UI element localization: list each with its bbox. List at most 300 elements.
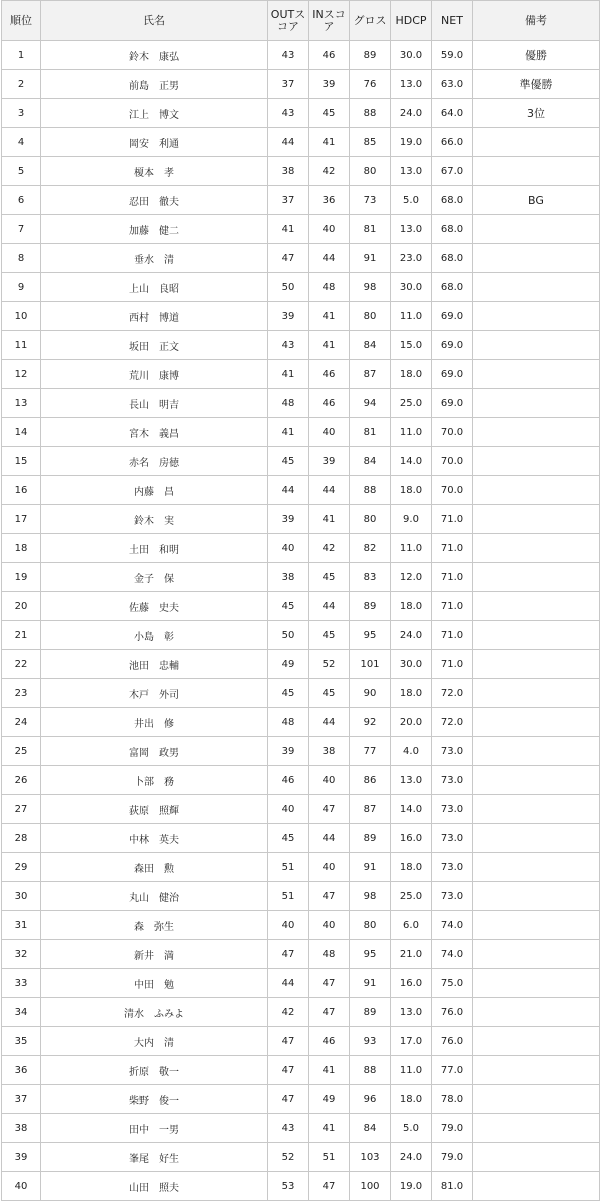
- notes-cell: [473, 534, 600, 563]
- table-row: [2, 1114, 600, 1143]
- net-cell: 72.0: [432, 679, 473, 708]
- notes-cell: [473, 911, 600, 940]
- out-score-cell: 51: [268, 882, 309, 911]
- notes-cell: [473, 882, 600, 911]
- hdcp-cell: 4.0: [391, 737, 432, 766]
- notes-cell: 優勝: [473, 41, 600, 70]
- name-cell: 井出 修: [41, 708, 268, 737]
- notes-cell: [473, 824, 600, 853]
- rank-cell: 10: [2, 302, 41, 331]
- out-score-cell: 37: [268, 70, 309, 99]
- in-score-cell: 45: [309, 563, 350, 592]
- out-score-cell: 38: [268, 157, 309, 186]
- rank-cell: 18: [2, 534, 41, 563]
- in-score-cell: 41: [309, 302, 350, 331]
- table-row: [2, 418, 600, 447]
- hdcp-cell: 11.0: [391, 418, 432, 447]
- gross-cell: 95: [350, 940, 391, 969]
- table-row: [2, 998, 600, 1027]
- net-cell: 74.0: [432, 911, 473, 940]
- gross-cell: 93: [350, 1027, 391, 1056]
- out-score-cell: 41: [268, 418, 309, 447]
- gross-cell: 80: [350, 302, 391, 331]
- net-cell: 59.0: [432, 41, 473, 70]
- net-cell: 76.0: [432, 998, 473, 1027]
- net-cell: 73.0: [432, 737, 473, 766]
- table-row: [2, 940, 600, 969]
- in-score-cell: 47: [309, 795, 350, 824]
- table-row: [2, 766, 600, 795]
- name-cell: 新井 満: [41, 940, 268, 969]
- table-row: [2, 99, 600, 128]
- hdcp-cell: 13.0: [391, 157, 432, 186]
- gross-cell: 96: [350, 1085, 391, 1114]
- gross-cell: 87: [350, 795, 391, 824]
- in-score-cell: 45: [309, 679, 350, 708]
- gross-cell: 86: [350, 766, 391, 795]
- in-score-cell: 46: [309, 389, 350, 418]
- rank-cell: 15: [2, 447, 41, 476]
- notes-cell: [473, 1143, 600, 1172]
- gross-cell: 90: [350, 679, 391, 708]
- notes-cell: [473, 360, 600, 389]
- hdcp-cell: 6.0: [391, 911, 432, 940]
- out-score-cell: 48: [268, 389, 309, 418]
- gross-cell: 98: [350, 882, 391, 911]
- header-gross: グロス: [350, 1, 391, 41]
- out-score-cell: 44: [268, 128, 309, 157]
- notes-cell: [473, 1114, 600, 1143]
- rank-cell: 36: [2, 1056, 41, 1085]
- notes-cell: [473, 1085, 600, 1114]
- name-cell: 鈴木 康弘: [41, 41, 268, 70]
- rank-cell: 6: [2, 186, 41, 215]
- table-row: [2, 737, 600, 766]
- hdcp-cell: 12.0: [391, 563, 432, 592]
- hdcp-cell: 11.0: [391, 1056, 432, 1085]
- in-score-cell: 40: [309, 911, 350, 940]
- name-cell: 赤名 房徳: [41, 447, 268, 476]
- out-score-cell: 47: [268, 1085, 309, 1114]
- name-cell: 忍田 徹夫: [41, 186, 268, 215]
- table-row: [2, 563, 600, 592]
- net-cell: 70.0: [432, 476, 473, 505]
- in-score-cell: 46: [309, 1027, 350, 1056]
- gross-cell: 89: [350, 41, 391, 70]
- table-row: [2, 621, 600, 650]
- net-cell: 68.0: [432, 215, 473, 244]
- rank-cell: 34: [2, 998, 41, 1027]
- hdcp-cell: 13.0: [391, 215, 432, 244]
- hdcp-cell: 13.0: [391, 998, 432, 1027]
- net-cell: 71.0: [432, 534, 473, 563]
- net-cell: 70.0: [432, 418, 473, 447]
- hdcp-cell: 11.0: [391, 302, 432, 331]
- rank-cell: 38: [2, 1114, 41, 1143]
- table-row: [2, 1143, 600, 1172]
- rank-cell: 24: [2, 708, 41, 737]
- net-cell: 73.0: [432, 766, 473, 795]
- name-cell: 田中 一男: [41, 1114, 268, 1143]
- name-cell: 前島 正男: [41, 70, 268, 99]
- gross-cell: 91: [350, 969, 391, 998]
- header-name: 氏名: [41, 1, 268, 41]
- net-cell: 76.0: [432, 1027, 473, 1056]
- gross-cell: 85: [350, 128, 391, 157]
- out-score-cell: 39: [268, 737, 309, 766]
- net-cell: 71.0: [432, 505, 473, 534]
- gross-cell: 76: [350, 70, 391, 99]
- gross-cell: 83: [350, 563, 391, 592]
- rank-cell: 2: [2, 70, 41, 99]
- table-row: [2, 186, 600, 215]
- out-score-cell: 46: [268, 766, 309, 795]
- rank-cell: 3: [2, 99, 41, 128]
- net-cell: 66.0: [432, 128, 473, 157]
- gross-cell: 89: [350, 824, 391, 853]
- hdcp-cell: 18.0: [391, 679, 432, 708]
- hdcp-cell: 16.0: [391, 969, 432, 998]
- name-cell: 荒川 康博: [41, 360, 268, 389]
- in-score-cell: 44: [309, 708, 350, 737]
- name-cell: 荻原 照輝: [41, 795, 268, 824]
- gross-cell: 101: [350, 650, 391, 679]
- in-score-cell: 47: [309, 998, 350, 1027]
- name-cell: 土田 和明: [41, 534, 268, 563]
- notes-cell: BG: [473, 186, 600, 215]
- out-score-cell: 45: [268, 447, 309, 476]
- out-score-cell: 44: [268, 969, 309, 998]
- gross-cell: 81: [350, 215, 391, 244]
- hdcp-cell: 14.0: [391, 447, 432, 476]
- hdcp-cell: 25.0: [391, 882, 432, 911]
- rank-cell: 40: [2, 1172, 41, 1201]
- name-cell: 森 弥生: [41, 911, 268, 940]
- name-cell: 長山 明吉: [41, 389, 268, 418]
- name-cell: 清水 ふみよ: [41, 998, 268, 1027]
- net-cell: 71.0: [432, 621, 473, 650]
- net-cell: 67.0: [432, 157, 473, 186]
- in-score-cell: 44: [309, 824, 350, 853]
- name-cell: 佐藤 史夫: [41, 592, 268, 621]
- rank-cell: 35: [2, 1027, 41, 1056]
- net-cell: 73.0: [432, 882, 473, 911]
- name-cell: 垂水 清: [41, 244, 268, 273]
- results-body: [2, 41, 600, 1201]
- notes-cell: [473, 128, 600, 157]
- hdcp-cell: 17.0: [391, 1027, 432, 1056]
- out-score-cell: 45: [268, 679, 309, 708]
- in-score-cell: 39: [309, 70, 350, 99]
- out-score-cell: 44: [268, 476, 309, 505]
- out-score-cell: 53: [268, 1172, 309, 1201]
- in-score-cell: 41: [309, 331, 350, 360]
- header-in-score: INスコア: [309, 1, 350, 41]
- notes-cell: [473, 244, 600, 273]
- notes-cell: [473, 1056, 600, 1085]
- out-score-cell: 40: [268, 911, 309, 940]
- notes-cell: [473, 940, 600, 969]
- rank-cell: 21: [2, 621, 41, 650]
- notes-cell: [473, 447, 600, 476]
- net-cell: 79.0: [432, 1143, 473, 1172]
- gross-cell: 84: [350, 331, 391, 360]
- out-score-cell: 37: [268, 186, 309, 215]
- in-score-cell: 40: [309, 853, 350, 882]
- out-score-cell: 43: [268, 99, 309, 128]
- gross-cell: 88: [350, 1056, 391, 1085]
- notes-cell: [473, 679, 600, 708]
- gross-cell: 98: [350, 273, 391, 302]
- table-row: [2, 592, 600, 621]
- notes-cell: [473, 592, 600, 621]
- hdcp-cell: 25.0: [391, 389, 432, 418]
- notes-cell: [473, 389, 600, 418]
- hdcp-cell: 18.0: [391, 476, 432, 505]
- gross-cell: 89: [350, 998, 391, 1027]
- net-cell: 68.0: [432, 244, 473, 273]
- out-score-cell: 50: [268, 273, 309, 302]
- name-cell: 中林 英夫: [41, 824, 268, 853]
- hdcp-cell: 23.0: [391, 244, 432, 273]
- name-cell: 池田 忠輔: [41, 650, 268, 679]
- net-cell: 73.0: [432, 824, 473, 853]
- name-cell: 木戸 外司: [41, 679, 268, 708]
- net-cell: 71.0: [432, 650, 473, 679]
- table-row: [2, 41, 600, 70]
- out-score-cell: 51: [268, 853, 309, 882]
- out-score-cell: 47: [268, 940, 309, 969]
- in-score-cell: 46: [309, 41, 350, 70]
- net-cell: 79.0: [432, 1114, 473, 1143]
- rank-cell: 27: [2, 795, 41, 824]
- table-row: [2, 302, 600, 331]
- gross-cell: 80: [350, 505, 391, 534]
- hdcp-cell: 24.0: [391, 99, 432, 128]
- in-score-cell: 41: [309, 505, 350, 534]
- gross-cell: 87: [350, 360, 391, 389]
- name-cell: 西村 博道: [41, 302, 268, 331]
- gross-cell: 91: [350, 853, 391, 882]
- table-row: [2, 650, 600, 679]
- hdcp-cell: 11.0: [391, 534, 432, 563]
- notes-cell: [473, 998, 600, 1027]
- out-score-cell: 50: [268, 621, 309, 650]
- notes-cell: [473, 1172, 600, 1201]
- net-cell: 71.0: [432, 563, 473, 592]
- out-score-cell: 43: [268, 41, 309, 70]
- notes-cell: [473, 621, 600, 650]
- table-row: [2, 679, 600, 708]
- notes-cell: [473, 708, 600, 737]
- in-score-cell: 38: [309, 737, 350, 766]
- table-row: [2, 360, 600, 389]
- in-score-cell: 46: [309, 360, 350, 389]
- rank-cell: 8: [2, 244, 41, 273]
- name-cell: 森田 勲: [41, 853, 268, 882]
- rank-cell: 28: [2, 824, 41, 853]
- notes-cell: [473, 563, 600, 592]
- rank-cell: 25: [2, 737, 41, 766]
- notes-cell: [473, 331, 600, 360]
- table-row: [2, 128, 600, 157]
- gross-cell: 88: [350, 476, 391, 505]
- table-row: [2, 1172, 600, 1201]
- notes-cell: [473, 853, 600, 882]
- in-score-cell: 40: [309, 418, 350, 447]
- in-score-cell: 48: [309, 273, 350, 302]
- rank-cell: 7: [2, 215, 41, 244]
- name-cell: 丸山 健治: [41, 882, 268, 911]
- name-cell: 中田 勉: [41, 969, 268, 998]
- gross-cell: 92: [350, 708, 391, 737]
- rank-cell: 22: [2, 650, 41, 679]
- table-row: [2, 824, 600, 853]
- hdcp-cell: 19.0: [391, 128, 432, 157]
- hdcp-cell: 13.0: [391, 70, 432, 99]
- notes-cell: [473, 795, 600, 824]
- in-score-cell: 41: [309, 128, 350, 157]
- in-score-cell: 40: [309, 215, 350, 244]
- table-row: [2, 795, 600, 824]
- rank-cell: 1: [2, 41, 41, 70]
- table-row: [2, 1056, 600, 1085]
- name-cell: 加藤 健二: [41, 215, 268, 244]
- hdcp-cell: 16.0: [391, 824, 432, 853]
- rank-cell: 17: [2, 505, 41, 534]
- name-cell: 柴野 俊一: [41, 1085, 268, 1114]
- notes-cell: [473, 273, 600, 302]
- rank-cell: 37: [2, 1085, 41, 1114]
- gross-cell: 100: [350, 1172, 391, 1201]
- header-rank: 順位: [2, 1, 41, 41]
- notes-cell: [473, 766, 600, 795]
- name-cell: 折原 敬一: [41, 1056, 268, 1085]
- in-score-cell: 42: [309, 534, 350, 563]
- name-cell: 小島 彰: [41, 621, 268, 650]
- name-cell: 山田 照夫: [41, 1172, 268, 1201]
- notes-cell: 3位: [473, 99, 600, 128]
- out-score-cell: 40: [268, 795, 309, 824]
- rank-cell: 19: [2, 563, 41, 592]
- table-row: [2, 1085, 600, 1114]
- table-row: [2, 505, 600, 534]
- name-cell: 江上 博文: [41, 99, 268, 128]
- rank-cell: 33: [2, 969, 41, 998]
- gross-cell: 80: [350, 911, 391, 940]
- hdcp-cell: 24.0: [391, 621, 432, 650]
- net-cell: 69.0: [432, 360, 473, 389]
- header-row: [2, 1, 600, 41]
- in-score-cell: 36: [309, 186, 350, 215]
- net-cell: 69.0: [432, 331, 473, 360]
- in-score-cell: 39: [309, 447, 350, 476]
- in-score-cell: 45: [309, 621, 350, 650]
- header-hdcp: HDCP: [391, 1, 432, 41]
- notes-cell: [473, 215, 600, 244]
- net-cell: 69.0: [432, 302, 473, 331]
- notes-cell: [473, 969, 600, 998]
- rank-cell: 31: [2, 911, 41, 940]
- rank-cell: 14: [2, 418, 41, 447]
- hdcp-cell: 15.0: [391, 331, 432, 360]
- in-score-cell: 44: [309, 244, 350, 273]
- in-score-cell: 44: [309, 592, 350, 621]
- gross-cell: 81: [350, 418, 391, 447]
- net-cell: 74.0: [432, 940, 473, 969]
- net-cell: 64.0: [432, 99, 473, 128]
- table-row: [2, 476, 600, 505]
- gross-cell: 88: [350, 99, 391, 128]
- gross-cell: 77: [350, 737, 391, 766]
- net-cell: 68.0: [432, 273, 473, 302]
- notes-cell: [473, 157, 600, 186]
- table-row: [2, 911, 600, 940]
- out-score-cell: 45: [268, 824, 309, 853]
- table-row: [2, 273, 600, 302]
- gross-cell: 94: [350, 389, 391, 418]
- net-cell: 72.0: [432, 708, 473, 737]
- notes-cell: [473, 650, 600, 679]
- notes-cell: [473, 302, 600, 331]
- gross-cell: 91: [350, 244, 391, 273]
- net-cell: 68.0: [432, 186, 473, 215]
- rank-cell: 32: [2, 940, 41, 969]
- net-cell: 75.0: [432, 969, 473, 998]
- name-cell: 卜部 務: [41, 766, 268, 795]
- net-cell: 77.0: [432, 1056, 473, 1085]
- rank-cell: 30: [2, 882, 41, 911]
- out-score-cell: 43: [268, 331, 309, 360]
- hdcp-cell: 18.0: [391, 592, 432, 621]
- hdcp-cell: 18.0: [391, 853, 432, 882]
- rank-cell: 26: [2, 766, 41, 795]
- in-score-cell: 44: [309, 476, 350, 505]
- hdcp-cell: 5.0: [391, 1114, 432, 1143]
- table-row: [2, 389, 600, 418]
- gross-cell: 82: [350, 534, 391, 563]
- name-cell: 金子 保: [41, 563, 268, 592]
- name-cell: 宮木 義昌: [41, 418, 268, 447]
- in-score-cell: 41: [309, 1056, 350, 1085]
- table-row: [2, 70, 600, 99]
- out-score-cell: 49: [268, 650, 309, 679]
- rank-cell: 4: [2, 128, 41, 157]
- table-row: [2, 534, 600, 563]
- out-score-cell: 45: [268, 592, 309, 621]
- rank-cell: 5: [2, 157, 41, 186]
- rank-cell: 23: [2, 679, 41, 708]
- rank-cell: 12: [2, 360, 41, 389]
- table-row: [2, 708, 600, 737]
- out-score-cell: 48: [268, 708, 309, 737]
- gross-cell: 84: [350, 1114, 391, 1143]
- net-cell: 69.0: [432, 389, 473, 418]
- table-row: [2, 1027, 600, 1056]
- header-notes: 備考: [473, 1, 600, 41]
- rank-cell: 16: [2, 476, 41, 505]
- header-net: NET: [432, 1, 473, 41]
- gross-cell: 89: [350, 592, 391, 621]
- name-cell: 坂田 正文: [41, 331, 268, 360]
- hdcp-cell: 14.0: [391, 795, 432, 824]
- out-score-cell: 39: [268, 302, 309, 331]
- in-score-cell: 47: [309, 882, 350, 911]
- table-row: [2, 853, 600, 882]
- in-score-cell: 41: [309, 1114, 350, 1143]
- out-score-cell: 41: [268, 360, 309, 389]
- out-score-cell: 41: [268, 215, 309, 244]
